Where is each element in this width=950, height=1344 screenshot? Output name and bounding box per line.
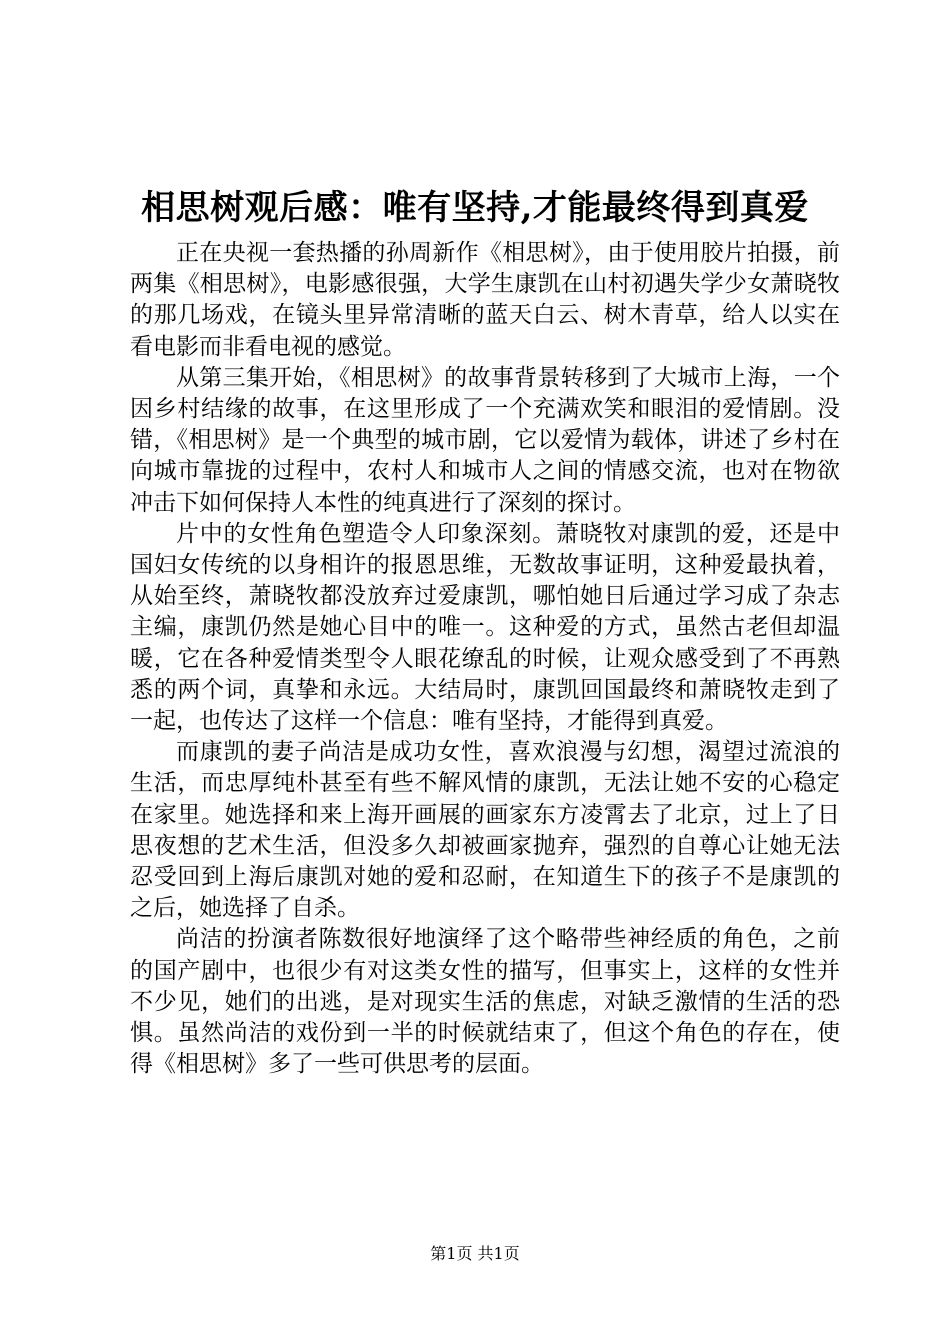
page-footer: 第1页 共1页 <box>430 1244 520 1263</box>
paragraph-3: 片中的女性角色塑造令人印象深刻。萧晓牧对康凯的爱，还是中国妇女传统的以身相许的报恩思维，无数故事证明，这种爱最执着，从始至终，萧晓牧都没放弃过爱康凯，哪怕她日后通过学习成了杂志主编，康凯仍然是她心目中的唯一。这种爱的方式，虽然古老但却温暖，它在各种爱情类型令人眼花缭乱的时候，让观众感受到了不再熟悉的两个词，真挚和永远。大结局时，康凯回国最终和萧晓牧走到了一起，也传达了这样一个信息：唯有坚持，才能得到真爱。 <box>130 520 840 735</box>
paragraph-1: 正在央视一套热播的孙周新作《相思树》，由于使用胶片拍摄，前两集《相思树》，电影感很强，大学生康凯在山村初遇失学少女萧晓牧的那几场戏，在镜头里异常清晰的蓝天白云、树木青草，给人以实在看电影而非看电视的感觉。 <box>130 240 840 360</box>
paragraph-4: 而康凯的妻子尚洁是成功女性，喜欢浪漫与幻想，渴望过流浪的生活，而忠厚纯朴甚至有些不解风情的康凯，无法让她不安的心稳定在家里。她选择和来上海开画展的画家东方凌霄去了北京，过上了日思夜想的艺术生活，但没多久却被画家抛弃，强烈的自尊心让她无法忍受回到上海后康凯对她的爱和忍耐，在知道生下的孩子不是康凯的之后，她选择了自杀。 <box>130 739 840 922</box>
document-title: 相思树观后感：唯有坚持,才能最终得到真爱 <box>141 188 809 228</box>
paragraph-5: 尚洁的扮演者陈数很好地演绎了这个略带些神经质的角色，之前的国产剧中，也很少有对这类女性的描写，但事实上，这样的女性并不少见，她们的出逃，是对现实生活的焦虑，对缺乏激情的生活的恐惧。虽然尚洁的戏份到一半的时候就结束了，但这个角色的存在，使得《相思树》多了一些可供思考的层面。 <box>130 926 840 1078</box>
document-body <box>130 238 840 1080</box>
paragraph-2: 从第三集开始，《相思树》的故事背景转移到了大城市上海，一个因乡村结缘的故事，在这里形成了一个充满欢笑和眼泪的爱情剧。没错，《相思树》是一个典型的城市剧，它以爱情为载体，讲述了乡村在向城市靠拢的过程中，农村人和城市人之间的情感交流，也对在物欲冲击下如何保持人本性的纯真进行了深刻的探讨。 <box>130 364 840 516</box>
